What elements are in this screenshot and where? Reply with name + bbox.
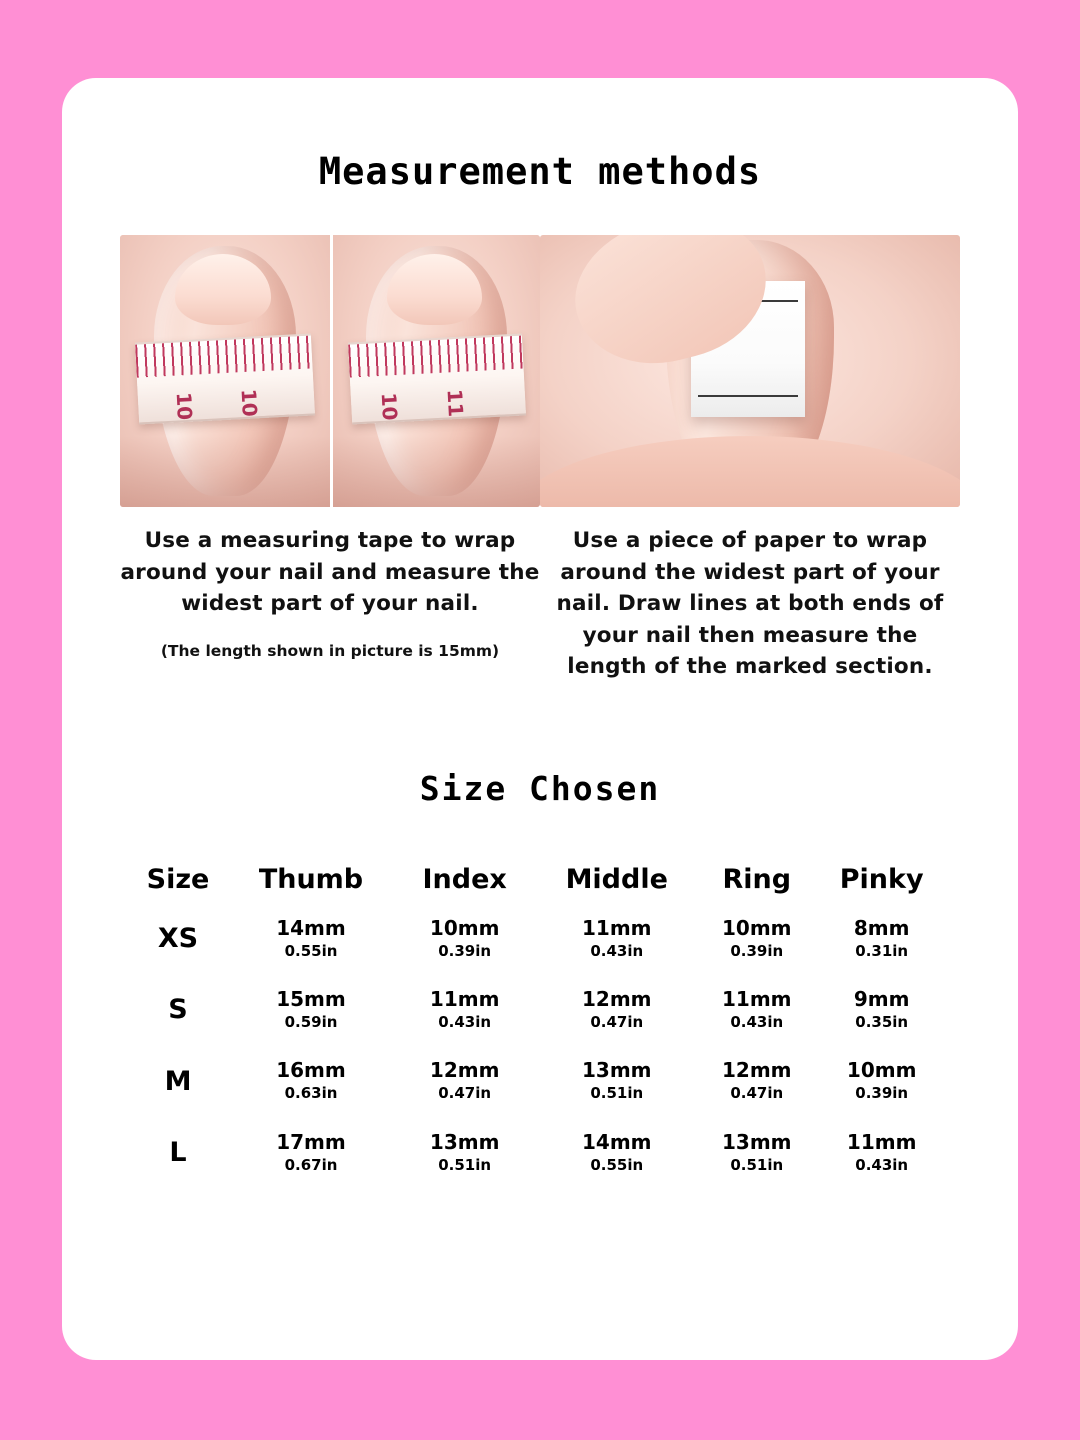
- value-mm: 12mm: [429, 1058, 500, 1083]
- table-cell: [700, 1045, 813, 1116]
- value-in: 0.55in: [590, 1155, 644, 1174]
- method-block-tape: [120, 235, 540, 683]
- tape-number: 10: [236, 388, 262, 418]
- value-in: 0.63in: [284, 1084, 338, 1103]
- marked-line: [698, 395, 798, 397]
- column-header-pinky: Pinky: [839, 863, 924, 895]
- table-cell: [813, 903, 950, 974]
- tape-number: 10: [171, 391, 197, 421]
- method-block-paper: [540, 235, 960, 683]
- value-mm: 13mm: [581, 1058, 652, 1083]
- row-size-label: XS: [157, 923, 199, 955]
- table-cell: [700, 1117, 813, 1188]
- method-caption: Use a measuring tape to wrap around your nail and measure the widest part of your nail.: [120, 528, 540, 617]
- value-in: 0.51in: [590, 1084, 644, 1103]
- measuring-tape: [348, 334, 526, 425]
- row-size-label: S: [168, 994, 188, 1026]
- table-cell: [533, 1045, 700, 1116]
- value-mm: 14mm: [581, 1129, 652, 1154]
- value-in: 0.51in: [438, 1155, 492, 1174]
- table-cell: [226, 1117, 396, 1188]
- value-in: 0.39in: [438, 941, 492, 960]
- value-in: 0.39in: [855, 1084, 909, 1103]
- value-in: 0.51in: [730, 1155, 784, 1174]
- table-cell: [700, 903, 813, 974]
- tape-ticks: [348, 336, 523, 378]
- value-in: 0.39in: [730, 941, 784, 960]
- value-in: 0.47in: [590, 1013, 644, 1032]
- value-in: 0.47in: [438, 1084, 492, 1103]
- measuring-tape-on-nail-photo: [120, 235, 540, 507]
- value-mm: 12mm: [721, 1058, 792, 1083]
- value-mm: 14mm: [276, 915, 346, 940]
- size-chart-table: [130, 864, 950, 1188]
- hand-shape: [540, 436, 960, 507]
- photo-shadow: [333, 436, 540, 507]
- table-cell: [396, 974, 533, 1045]
- paper-strip-on-nail-photo: [540, 235, 960, 507]
- column-header-size: Size: [146, 863, 210, 895]
- value-mm: 9mm: [853, 987, 910, 1012]
- value-in: 0.43in: [855, 1155, 909, 1174]
- table-cell: [533, 1117, 700, 1188]
- tape-number: 11: [442, 388, 468, 418]
- column-header-middle: Middle: [565, 863, 668, 895]
- value-mm: 12mm: [581, 987, 652, 1012]
- page-title: Measurement methods: [318, 150, 762, 193]
- value-mm: 10mm: [846, 1058, 917, 1083]
- value-in: 0.67in: [284, 1155, 338, 1174]
- value-mm: 8mm: [853, 915, 910, 940]
- value-mm: 10mm: [721, 915, 792, 940]
- content-card: [62, 78, 1018, 1360]
- table-header-row: [130, 864, 950, 903]
- tape-ticks: [135, 336, 313, 378]
- size-section-title: Size Chosen: [419, 768, 661, 808]
- value-mm: 10mm: [429, 915, 500, 940]
- column-header-thumb: Thumb: [258, 863, 364, 895]
- table-cell: [813, 1117, 950, 1188]
- table-cell: [396, 1045, 533, 1116]
- table-cell: [533, 974, 700, 1045]
- value-in: 0.31in: [855, 941, 909, 960]
- table-row: [130, 974, 950, 1045]
- value-mm: 11mm: [429, 987, 500, 1012]
- value-mm: 11mm: [581, 915, 652, 940]
- value-mm: 11mm: [846, 1129, 917, 1154]
- value-in: 0.43in: [590, 941, 644, 960]
- table-row: [130, 1045, 950, 1116]
- table-cell: [533, 903, 700, 974]
- method-caption: Use a piece of paper to wrap around the widest part of your nail. Draw lines at both ends of your nail then measure the length of the marked section.: [556, 528, 944, 680]
- value-mm: 13mm: [721, 1129, 792, 1154]
- value-mm: 11mm: [721, 987, 792, 1012]
- table-cell: [226, 1045, 396, 1116]
- table-cell: [226, 974, 396, 1045]
- tape-number: 10: [376, 391, 402, 421]
- value-in: 0.43in: [438, 1013, 492, 1032]
- method-note: (The length shown in picture is 15mm): [160, 641, 500, 660]
- value-in: 0.55in: [284, 941, 338, 960]
- value-in: 0.47in: [730, 1084, 784, 1103]
- value-mm: 16mm: [276, 1058, 346, 1083]
- column-header-index: Index: [422, 863, 507, 895]
- photo-shadow: [120, 436, 330, 507]
- table-cell: [396, 1117, 533, 1188]
- table-cell: [396, 903, 533, 974]
- row-size-label: L: [169, 1136, 187, 1168]
- table-cell: [813, 974, 950, 1045]
- methods-row: [120, 235, 960, 683]
- measuring-tape: [135, 334, 315, 425]
- value-mm: 17mm: [276, 1129, 346, 1154]
- table-row: [130, 903, 950, 974]
- table-cell: [813, 1045, 950, 1116]
- value-in: 0.43in: [730, 1013, 784, 1032]
- table-cell: [700, 974, 813, 1045]
- row-size-label: M: [164, 1065, 192, 1097]
- value-in: 0.59in: [284, 1013, 338, 1032]
- tape-photo-right-half: [330, 235, 540, 507]
- table-cell: [226, 903, 396, 974]
- value-mm: 13mm: [429, 1129, 500, 1154]
- value-in: 0.35in: [855, 1013, 909, 1032]
- column-header-ring: Ring: [722, 863, 792, 895]
- table-row: [130, 1117, 950, 1188]
- value-mm: 15mm: [276, 987, 346, 1012]
- tape-photo-left-half: [120, 235, 330, 507]
